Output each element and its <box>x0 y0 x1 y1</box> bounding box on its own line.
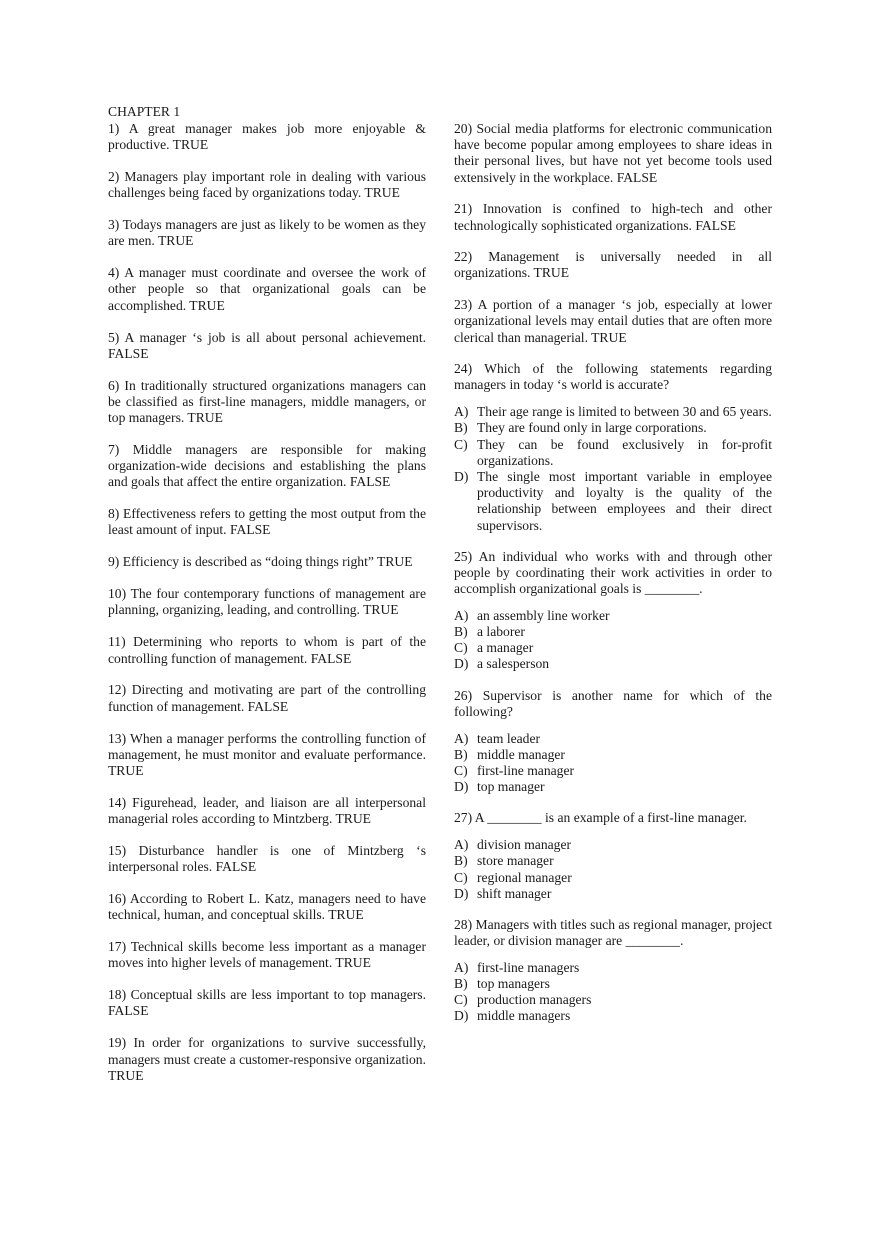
option-letter: C) <box>454 763 468 778</box>
mcq-stem: 24) Which of the following statements regarding managers in today ‘s world is accurate? <box>454 361 772 393</box>
right-column <box>454 121 772 1040</box>
option-letter: A) <box>454 837 469 853</box>
mcq-options <box>454 404 772 534</box>
question-item: 19) In order for organizations to survive successfully, managers must create a customer-responsive organization. TRUE <box>108 1035 426 1083</box>
option-letter: C) <box>454 436 468 452</box>
option-letter: C) <box>454 869 468 885</box>
option-letter: C) <box>454 992 468 1008</box>
question-item: 9) Efficiency is described as “doing things right” TRUE <box>108 554 413 570</box>
option-text: They are found only in large corporations. <box>477 420 707 436</box>
question-item: 21) Innovation is confined to high-tech and other technologically sophisticated organizations. FALSE <box>454 201 772 233</box>
mcq-option <box>454 763 772 779</box>
question-item: 17) Technical skills become less important as a manager moves into higher levels of management. TRUE <box>108 939 426 971</box>
option-text: middle managers <box>477 1008 571 1024</box>
mcq-options <box>454 960 772 1025</box>
option-letter: D) <box>454 468 469 484</box>
option-text: first-line manager <box>477 763 575 778</box>
question-item: 23) A portion of a manager ‘s job, especially at lower organizational levels may entail duties that are often more clerical than managerial. TRUE <box>454 297 772 345</box>
chapter-heading: CHAPTER 1 <box>108 104 181 119</box>
mcq-option <box>454 420 772 436</box>
mcq-option <box>454 960 772 976</box>
option-text: They can be found exclusively in for-profit organizations. <box>477 436 772 468</box>
option-text: an assembly line worker <box>477 607 610 623</box>
option-text: a manager <box>477 640 534 656</box>
question-item: 22) Management is universally needed in all organizations. TRUE <box>454 249 772 281</box>
mcq-option <box>454 404 772 420</box>
mcq-option <box>454 747 772 763</box>
option-letter: B) <box>454 624 468 640</box>
option-letter: D) <box>454 656 469 672</box>
mcq-stem: 27) A ________ is an example of a first-line manager. <box>454 810 747 826</box>
question-item: 12) Directing and motivating are part of the controlling function of management. FALSE <box>108 682 426 714</box>
option-letter: A) <box>454 959 469 975</box>
option-text: regional manager <box>477 869 572 885</box>
mcq-option <box>454 1008 772 1024</box>
mcq-option <box>454 656 772 672</box>
mcq-options <box>454 608 772 673</box>
question-item: 8) Effectiveness refers to getting the most output from the least amount of input. FALSE <box>108 506 426 538</box>
mcq-stem: 26) Supervisor is another name for which of the following? <box>454 687 772 719</box>
question-item: 10) The four contemporary functions of management are planning, organizing, leading, and controlling. TRUE <box>108 586 426 618</box>
mcq-option <box>454 624 772 640</box>
option-text: top manager <box>477 779 545 795</box>
option-text: store manager <box>477 853 554 869</box>
mcq-option <box>454 886 772 902</box>
option-letter: A) <box>454 607 469 623</box>
mcq-option <box>454 870 772 886</box>
mcq-option <box>454 992 772 1008</box>
question-item: 4) A manager must coordinate and oversee the work of other people so that organizational goals can be accomplished. TRUE <box>108 265 426 313</box>
mcq-options <box>454 731 772 796</box>
question-item: 6) In traditionally structured organizations managers can be classified as first-line managers, middle managers, or top managers. TRUE <box>108 377 426 426</box>
option-text: a salesperson <box>477 656 550 672</box>
mcq-options <box>454 837 772 902</box>
question-item: 1) A great manager makes job more enjoyable & productive. TRUE <box>108 121 426 153</box>
mcq-option <box>454 640 772 656</box>
question-item: 5) A manager ‘s job is all about personal achievement. FALSE <box>108 329 426 361</box>
option-letter: D) <box>454 885 469 901</box>
option-letter: C) <box>454 640 468 656</box>
option-letter: A) <box>454 730 469 746</box>
question-item: 14) Figurehead, leader, and liaison are all interpersonal managerial roles according to Mintzberg. TRUE <box>108 794 426 827</box>
question-item: 15) Disturbance handler is one of Mintzberg ‘s interpersonal roles. FALSE <box>108 842 426 875</box>
question-item: 2) Managers play important role in dealing with various challenges being faced by organizations today. TRUE <box>108 169 426 201</box>
question-item: 13) When a manager performs the controlling function of management, he must monitor and evaluate performance. TRUE <box>108 730 426 778</box>
option-text: division manager <box>477 837 572 853</box>
mcq-option <box>454 837 772 853</box>
question-item: 20) Social media platforms for electronic communication have become popular among employees to share ideas in their personal lives, but have not yet become tools used extensively in the workplace. FALSE <box>454 121 772 185</box>
option-text: The single most important variable in employee productivity and loyalty is the quality of the relationship between employees and their direct supervisors. <box>477 468 772 533</box>
mcq-stem: 25) An individual who works with and through other people by coordinating their work activities in order to accomplish organizational goals is ________. <box>454 548 772 597</box>
option-text: team leader <box>477 730 541 746</box>
question-item: 7) Middle managers are responsible for making organization-wide decisions and establishing the plans and goals that affect the entire organization. FALSE <box>108 441 426 490</box>
mcq-stem: 28) Managers with titles such as regional manager, project leader, or division manager are ________. <box>454 916 772 949</box>
question-item: 16) According to Robert L. Katz, managers need to have technical, human, and conceptual skills. TRUE <box>108 891 426 923</box>
option-text: Their age range is limited to between 30 and 65 years. <box>477 404 772 420</box>
mcq-option <box>454 437 772 469</box>
question-item: 11) Determining who reports to whom is part of the controlling function of management. FALSE <box>108 634 426 666</box>
option-text: production managers <box>477 992 592 1008</box>
option-letter: D) <box>454 779 469 795</box>
mcq-option <box>454 779 772 795</box>
option-letter: D) <box>454 1008 469 1024</box>
mcq-option <box>454 853 772 869</box>
option-text: middle manager <box>477 746 565 762</box>
left-column <box>108 121 426 1100</box>
option-letter: B) <box>454 746 468 762</box>
option-letter: B) <box>454 976 468 992</box>
option-letter: A) <box>454 404 469 420</box>
option-text: shift manager <box>477 885 552 901</box>
mcq-option <box>454 731 772 747</box>
question-item: 18) Conceptual skills are less important to top managers. FALSE <box>108 987 426 1019</box>
option-letter: B) <box>454 853 468 869</box>
mcq-option <box>454 608 772 624</box>
option-letter: B) <box>454 420 468 436</box>
mcq-option <box>454 469 772 534</box>
question-item: 3) Todays managers are just as likely to be women as they are men. TRUE <box>108 217 426 249</box>
option-text: first-line managers <box>477 959 580 975</box>
option-text: top managers <box>477 976 550 992</box>
mcq-option <box>454 976 772 992</box>
option-text: a laborer <box>477 624 525 640</box>
